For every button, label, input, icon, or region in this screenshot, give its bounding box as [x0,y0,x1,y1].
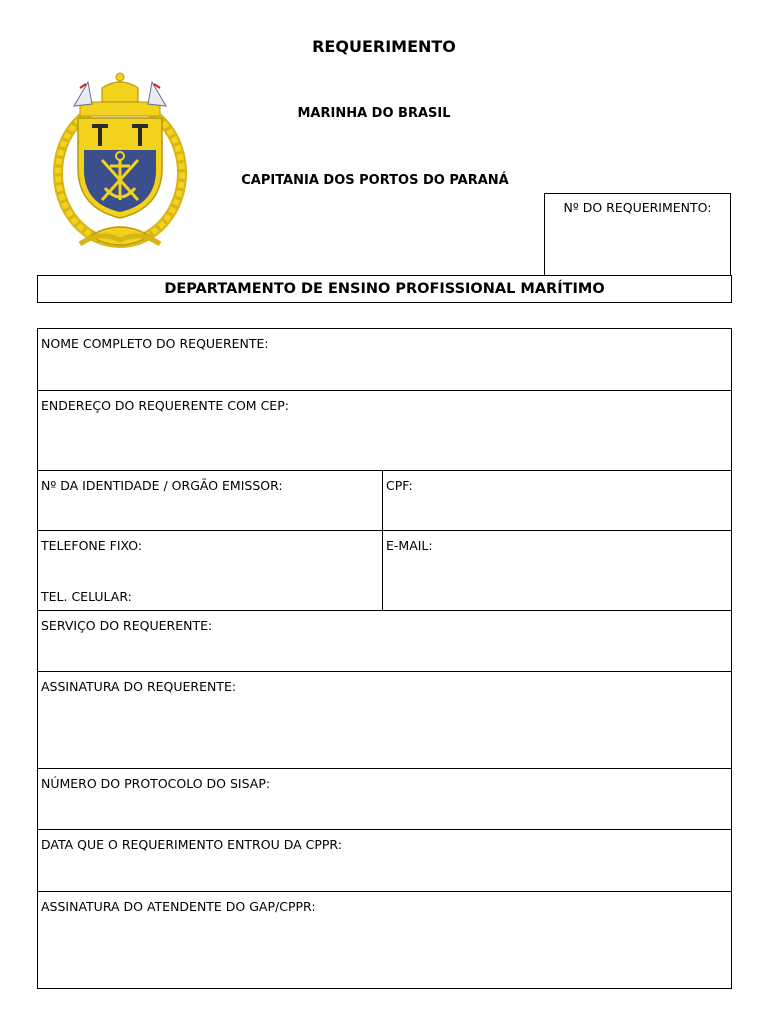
attendant-signature-field[interactable] [38,892,731,988]
identity-field[interactable] [38,471,382,530]
org-name: MARINHA DO BRASIL [297,106,451,121]
signature-field[interactable] [38,672,731,768]
identity-label: Nº DA IDENTIDADE / ORGÃO EMISSOR: [41,478,283,493]
request-number-label: Nº DO REQUERIMENTO: [563,200,712,215]
landline-label: TELEFONE FIXO: [41,538,143,553]
document-title: REQUERIMENTO [312,37,456,56]
cpf-label: CPF: [386,478,413,493]
full-name-label: NOME COMPLETO DO REQUERENTE: [41,336,269,351]
protocol-label: NÚMERO DO PROTOCOLO DO SISAP: [41,776,271,791]
navy-emblem-icon [50,68,190,252]
request-number-box[interactable] [544,193,731,275]
email-field[interactable] [383,531,731,610]
request-form [37,328,732,989]
address-field[interactable] [38,391,731,470]
phone-field[interactable] [38,531,382,610]
email-label: E-MAIL: [386,538,433,553]
service-field[interactable] [38,611,731,671]
full-name-field[interactable] [38,329,731,390]
department-title: DEPARTAMENTO DE ENSINO PROFISSIONAL MARÍTIMO [37,275,732,303]
entry-date-field[interactable] [38,830,731,891]
attendant-signature-label: ASSINATURA DO ATENDENTE DO GAP/CPPR: [41,899,316,914]
signature-label: ASSINATURA DO REQUERENTE: [41,679,237,694]
address-label: ENDEREÇO DO REQUERENTE COM CEP: [41,398,289,413]
cpf-field[interactable] [383,471,731,530]
mobile-label: TEL. CELULAR: [41,589,132,604]
protocol-field[interactable] [38,769,731,829]
unit-name: CAPITANIA DOS PORTOS DO PARANÁ [241,173,509,188]
service-label: SERVIÇO DO REQUERENTE: [41,618,213,633]
entry-date-label: DATA QUE O REQUERIMENTO ENTROU DA CPPR: [41,837,342,852]
